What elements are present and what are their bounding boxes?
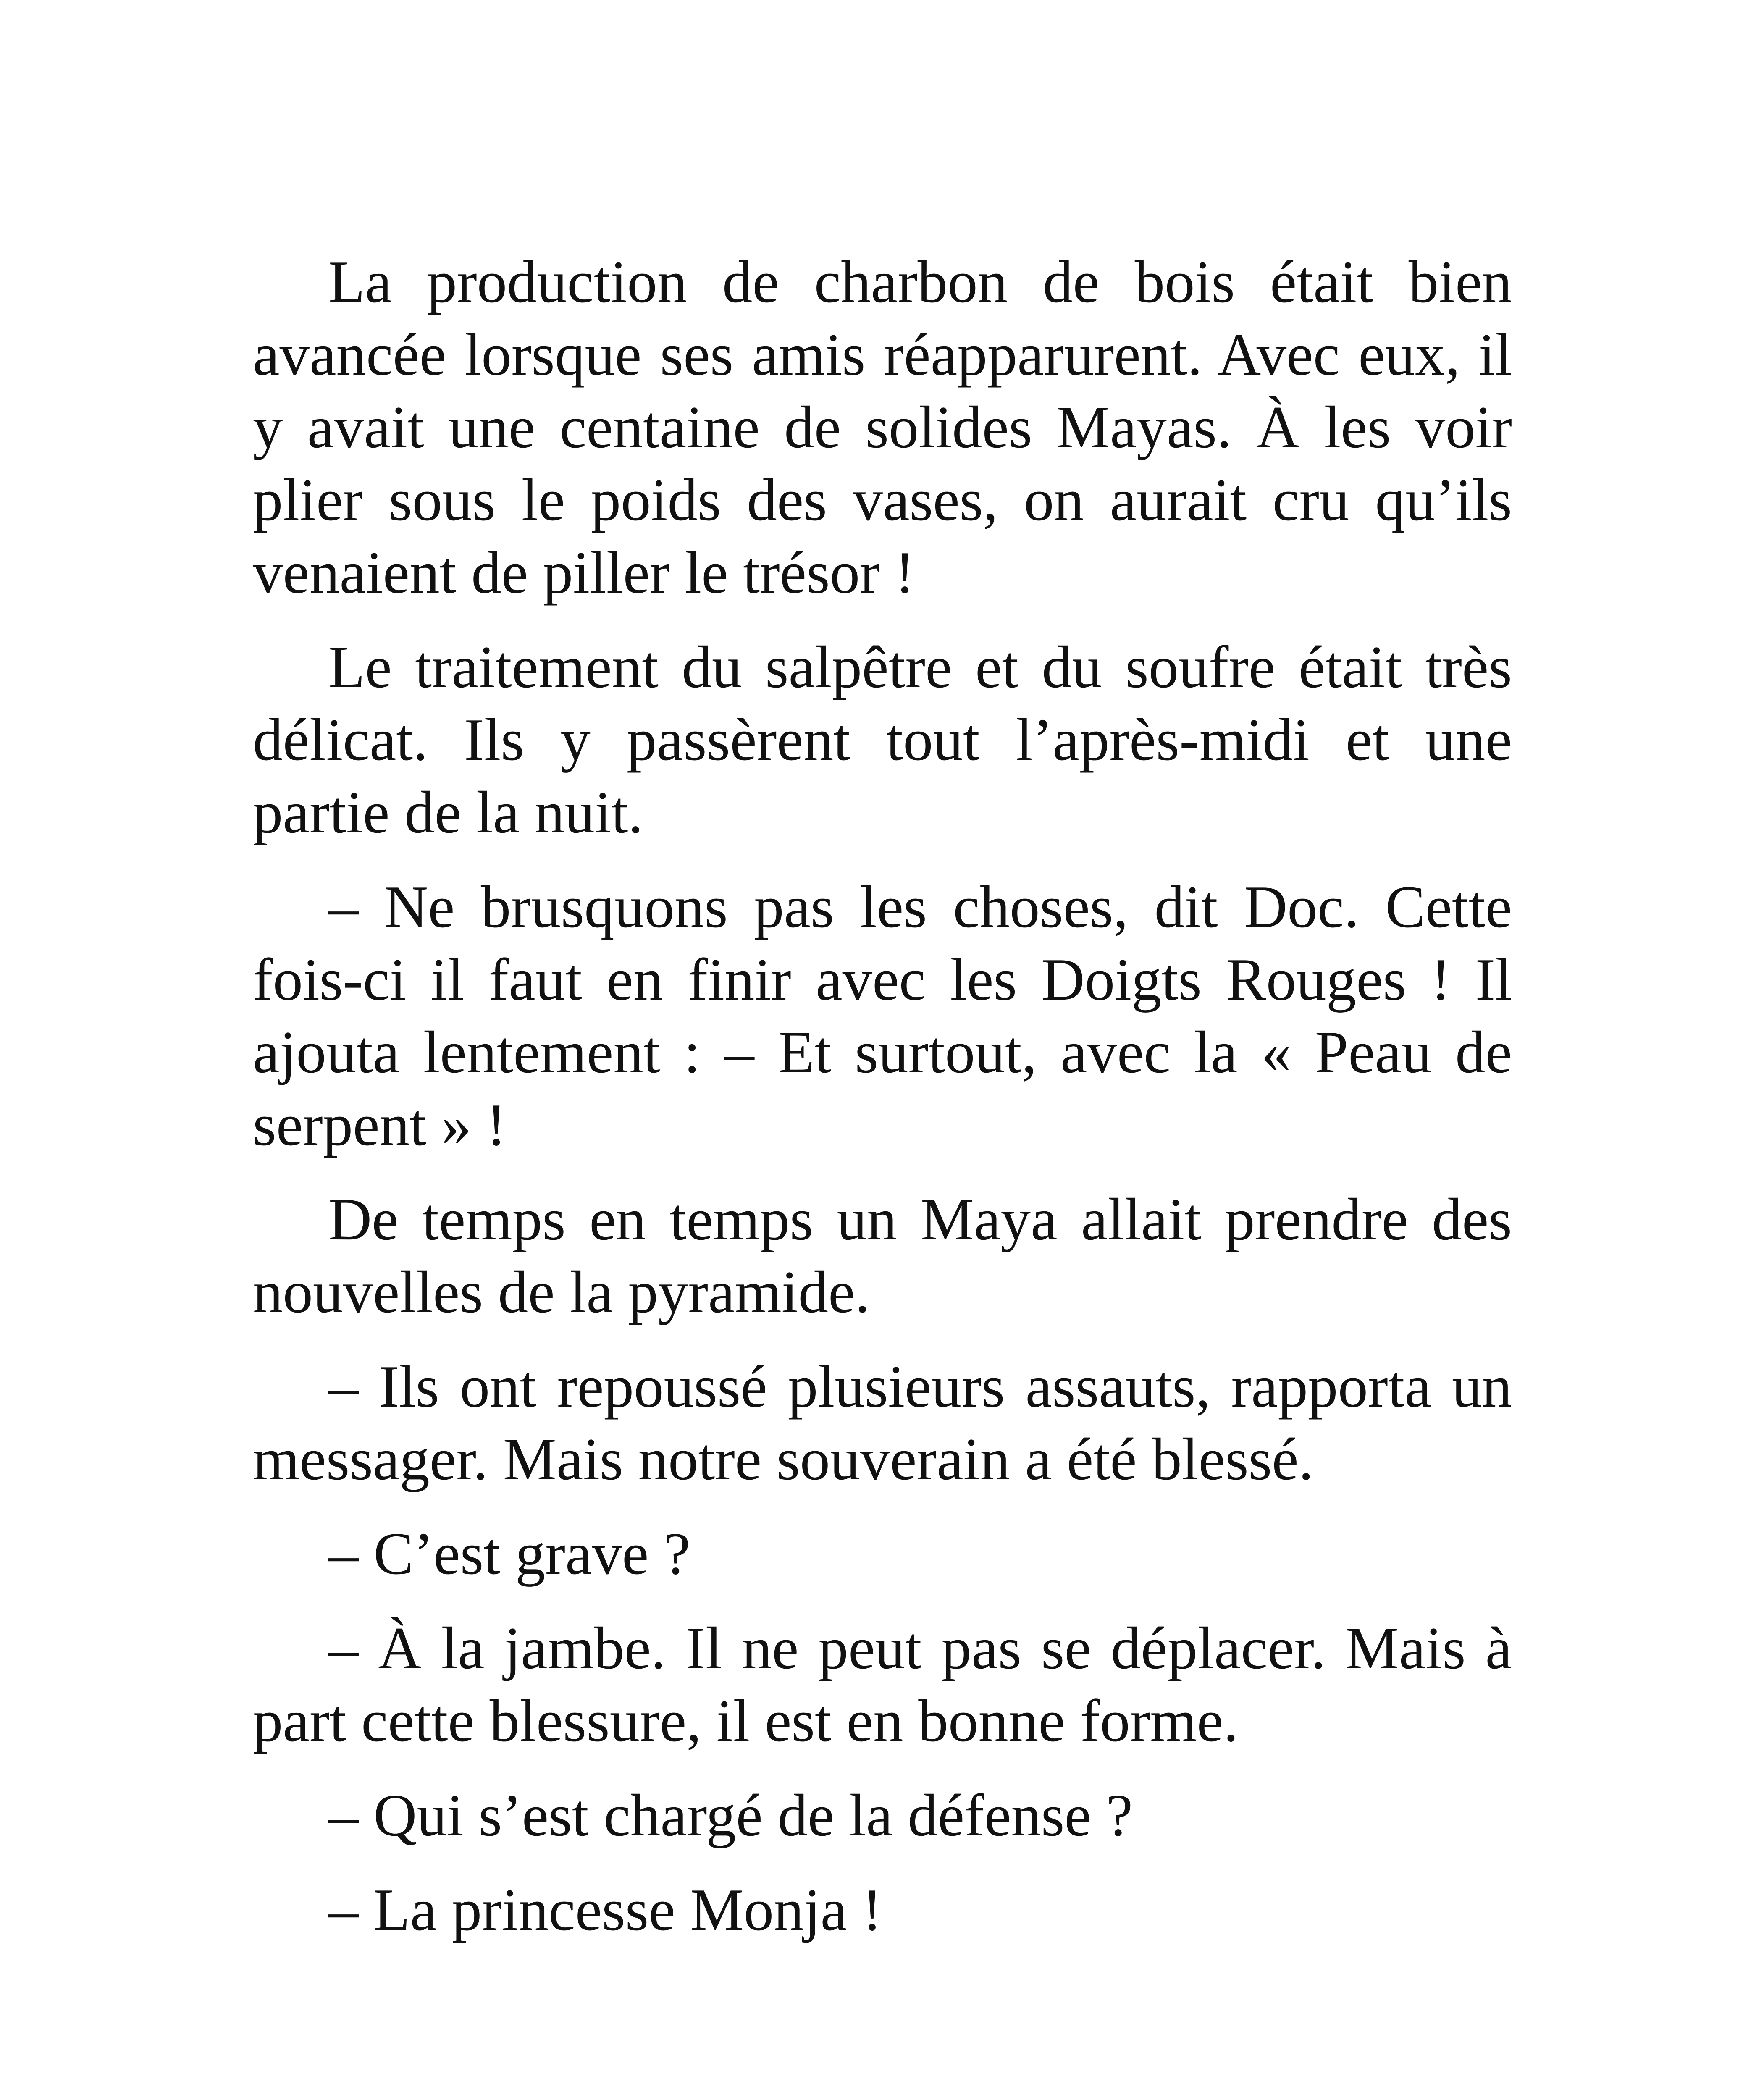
paragraph: – Ne brusquons pas les choses, dit Doc. Cette fois-ci il faut en finir avec les Doigts Rouges ! Il ajouta lentement : – Et surtout, avec la « Peau de serpent » ! [253, 874, 1512, 1158]
paragraph: De temps en temps un Maya allait prendre des nouvelles de la pyramide. [253, 1186, 1512, 1325]
paragraph: – C’est grave ? [328, 1520, 690, 1587]
paragraph: – Ils ont repoussé plusieurs assauts, rapporta un messager. Mais notre souverain a été blessé. [253, 1353, 1512, 1492]
body-text [253, 246, 1512, 1968]
paragraph: – La princesse Monja ! [328, 1877, 882, 1943]
paragraph: La production de charbon de bois était bien avancée lorsque ses amis réapparurent. Avec eux, il y avait une centaine de solides Mayas. À les voir plier sous le poids des vases, on aurait cru qu’ils venaient de piller le trésor ! [253, 249, 1512, 606]
paragraph: Le traitement du salpêtre et du soufre était très délicat. Ils y passèrent tout l’après-midi et une partie de la nuit. [253, 634, 1512, 845]
paragraph: – Qui s’est chargé de la défense ? [328, 1782, 1133, 1848]
paragraph: – À la jambe. Il ne peut pas se déplacer. Mais à part cette blessure, il est en bonne forme. [253, 1615, 1512, 1754]
